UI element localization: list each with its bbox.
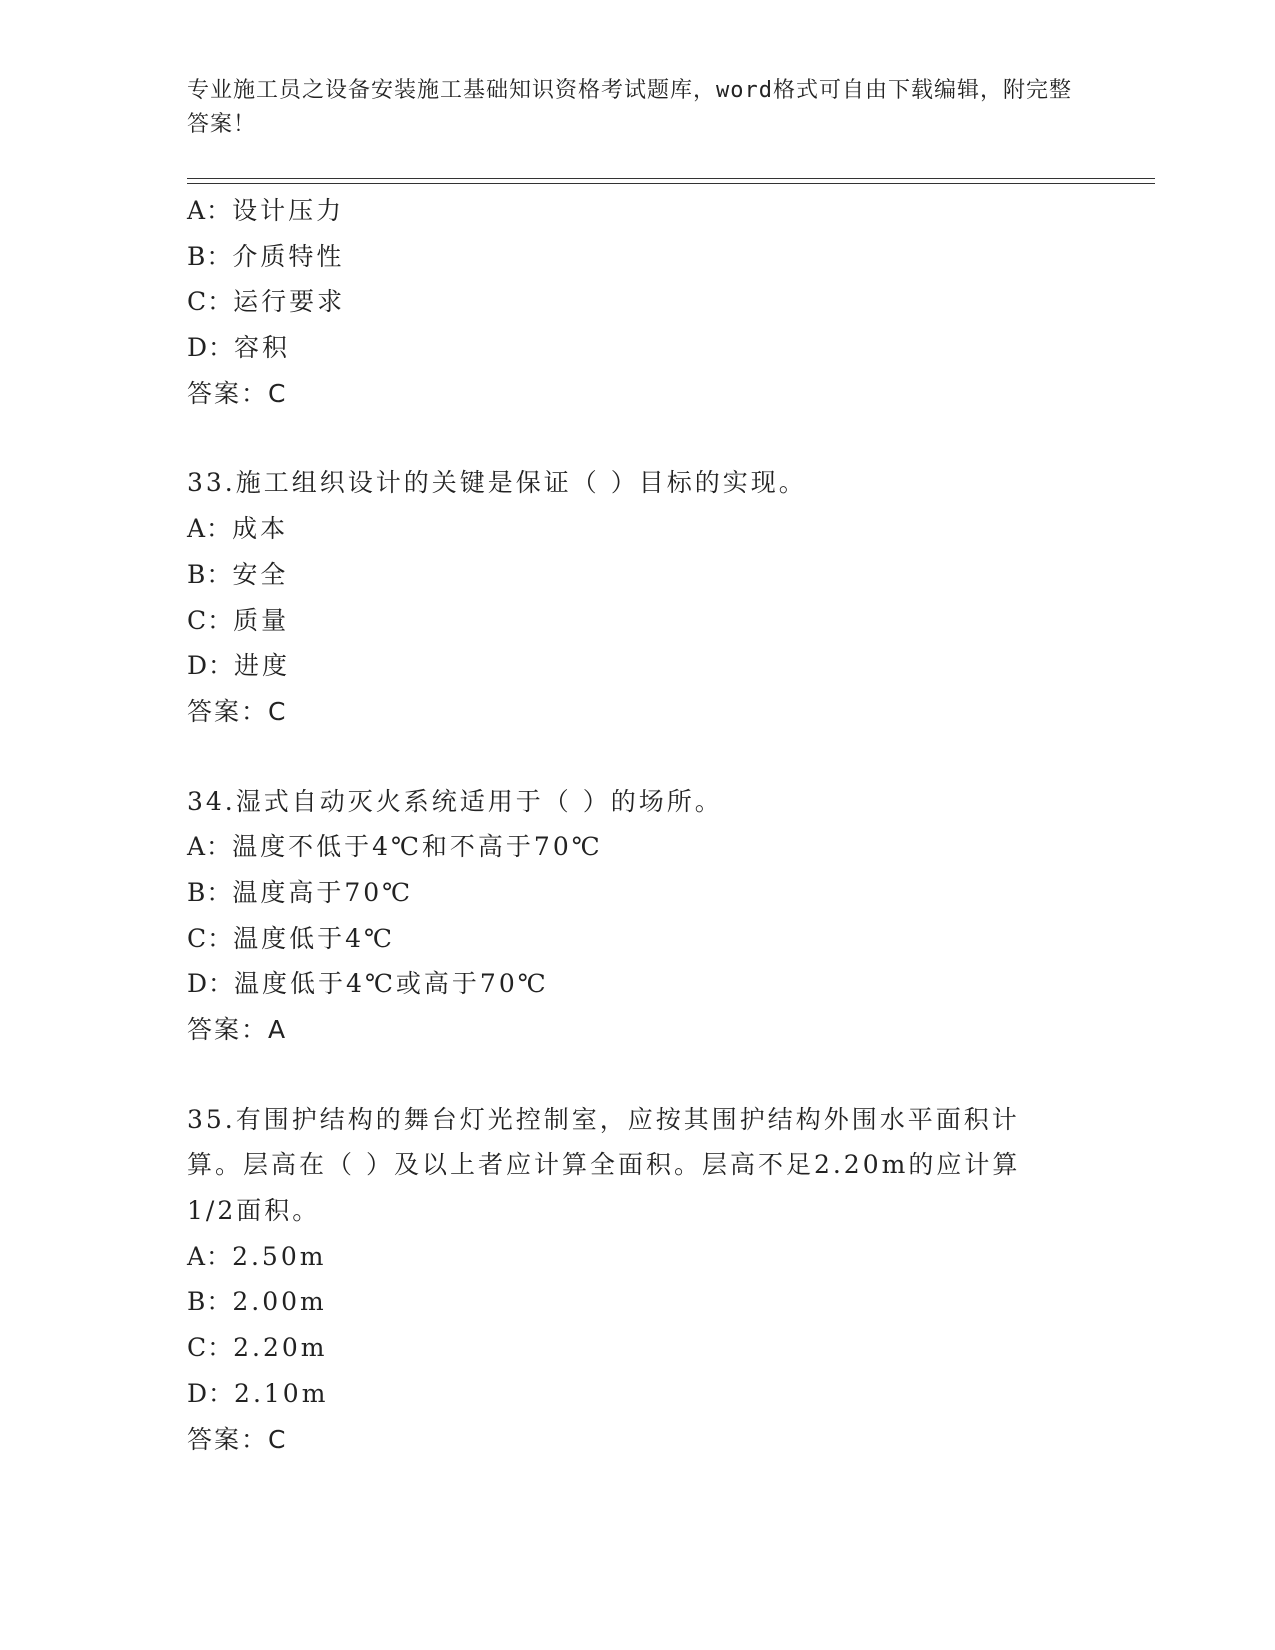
option-b	[187, 552, 1087, 598]
option-label: D：	[187, 1378, 235, 1408]
option-b	[187, 1279, 1087, 1325]
option-label: B：	[187, 877, 233, 907]
option-a	[187, 506, 1087, 552]
option-text: 温度低于4℃	[233, 923, 396, 953]
option-a	[187, 188, 1087, 234]
option-d	[187, 1371, 1087, 1417]
question-stem: 33.施工组织设计的关键是保证（ ）目标的实现。	[187, 468, 807, 498]
answer-line: 答案：C	[187, 1424, 288, 1454]
option-label: B：	[187, 241, 233, 271]
option-text: 进度	[234, 651, 291, 681]
option-text: 2.50m	[232, 1241, 327, 1271]
option-label: C：	[187, 923, 234, 953]
option-label: D：	[187, 333, 235, 363]
option-label: D：	[187, 651, 235, 681]
answer-line: 答案：C	[187, 378, 288, 408]
option-a	[187, 1234, 1087, 1280]
option-label: A：	[187, 196, 233, 225]
question-block	[187, 188, 1087, 416]
option-text: 2.00m	[232, 1287, 327, 1317]
option-text: 温度低于4℃或高于70℃	[234, 969, 549, 999]
option-b	[187, 870, 1087, 916]
option-text: 介质特性	[232, 241, 345, 271]
option-c	[187, 279, 1087, 325]
page-header: 专业施工员之设备安装施工基础知识资格考试题库，word格式可自由下载编辑，附完整答案！	[187, 78, 1072, 137]
option-label: C：	[187, 287, 234, 317]
header-divider-bottom	[187, 183, 1155, 184]
question-block	[187, 779, 1087, 1053]
option-text: 运行要求	[233, 287, 346, 317]
option-text: 温度高于70℃	[232, 877, 414, 907]
option-text: 安全	[232, 559, 289, 589]
answer-line: 答案：A	[187, 1015, 288, 1044]
option-label: A：	[187, 514, 233, 544]
option-b	[187, 234, 1087, 280]
option-text: 成本	[232, 514, 289, 544]
option-text: 温度不低于4℃和不高于70℃	[232, 832, 603, 862]
header-divider-top	[187, 178, 1155, 179]
question-block	[187, 1097, 1087, 1463]
option-label: B：	[187, 559, 233, 589]
option-label: D：	[187, 969, 235, 999]
option-text: 设计压力	[232, 196, 345, 225]
option-label: A：	[187, 1241, 233, 1271]
option-label: C：	[187, 1333, 234, 1363]
option-c	[187, 1325, 1087, 1371]
question-stem: 34.湿式自动灭火系统适用于（ ）的场所。	[187, 786, 723, 816]
option-label: C：	[187, 605, 234, 635]
option-text: 2.10m	[234, 1378, 329, 1408]
option-text: 2.20m	[233, 1333, 328, 1363]
option-d	[187, 961, 1087, 1007]
option-label: A：	[187, 832, 233, 862]
question-block	[187, 460, 1087, 734]
answer-line: 答案：C	[187, 696, 288, 726]
option-label: B：	[187, 1287, 233, 1317]
option-c	[187, 916, 1087, 962]
option-d	[187, 643, 1087, 689]
option-c	[187, 598, 1087, 644]
option-a	[187, 824, 1087, 870]
option-d	[187, 325, 1087, 371]
option-text: 容积	[234, 333, 291, 363]
option-text: 质量	[233, 605, 290, 635]
question-stem: 35.有围护结构的舞台灯光控制室，应按其围护结构外围水平面积计算。层高在（ ）及以上者应计算全面积。层高不足2.20m的应计算1/2面积。	[187, 1104, 1021, 1226]
question-list	[187, 188, 1087, 1462]
